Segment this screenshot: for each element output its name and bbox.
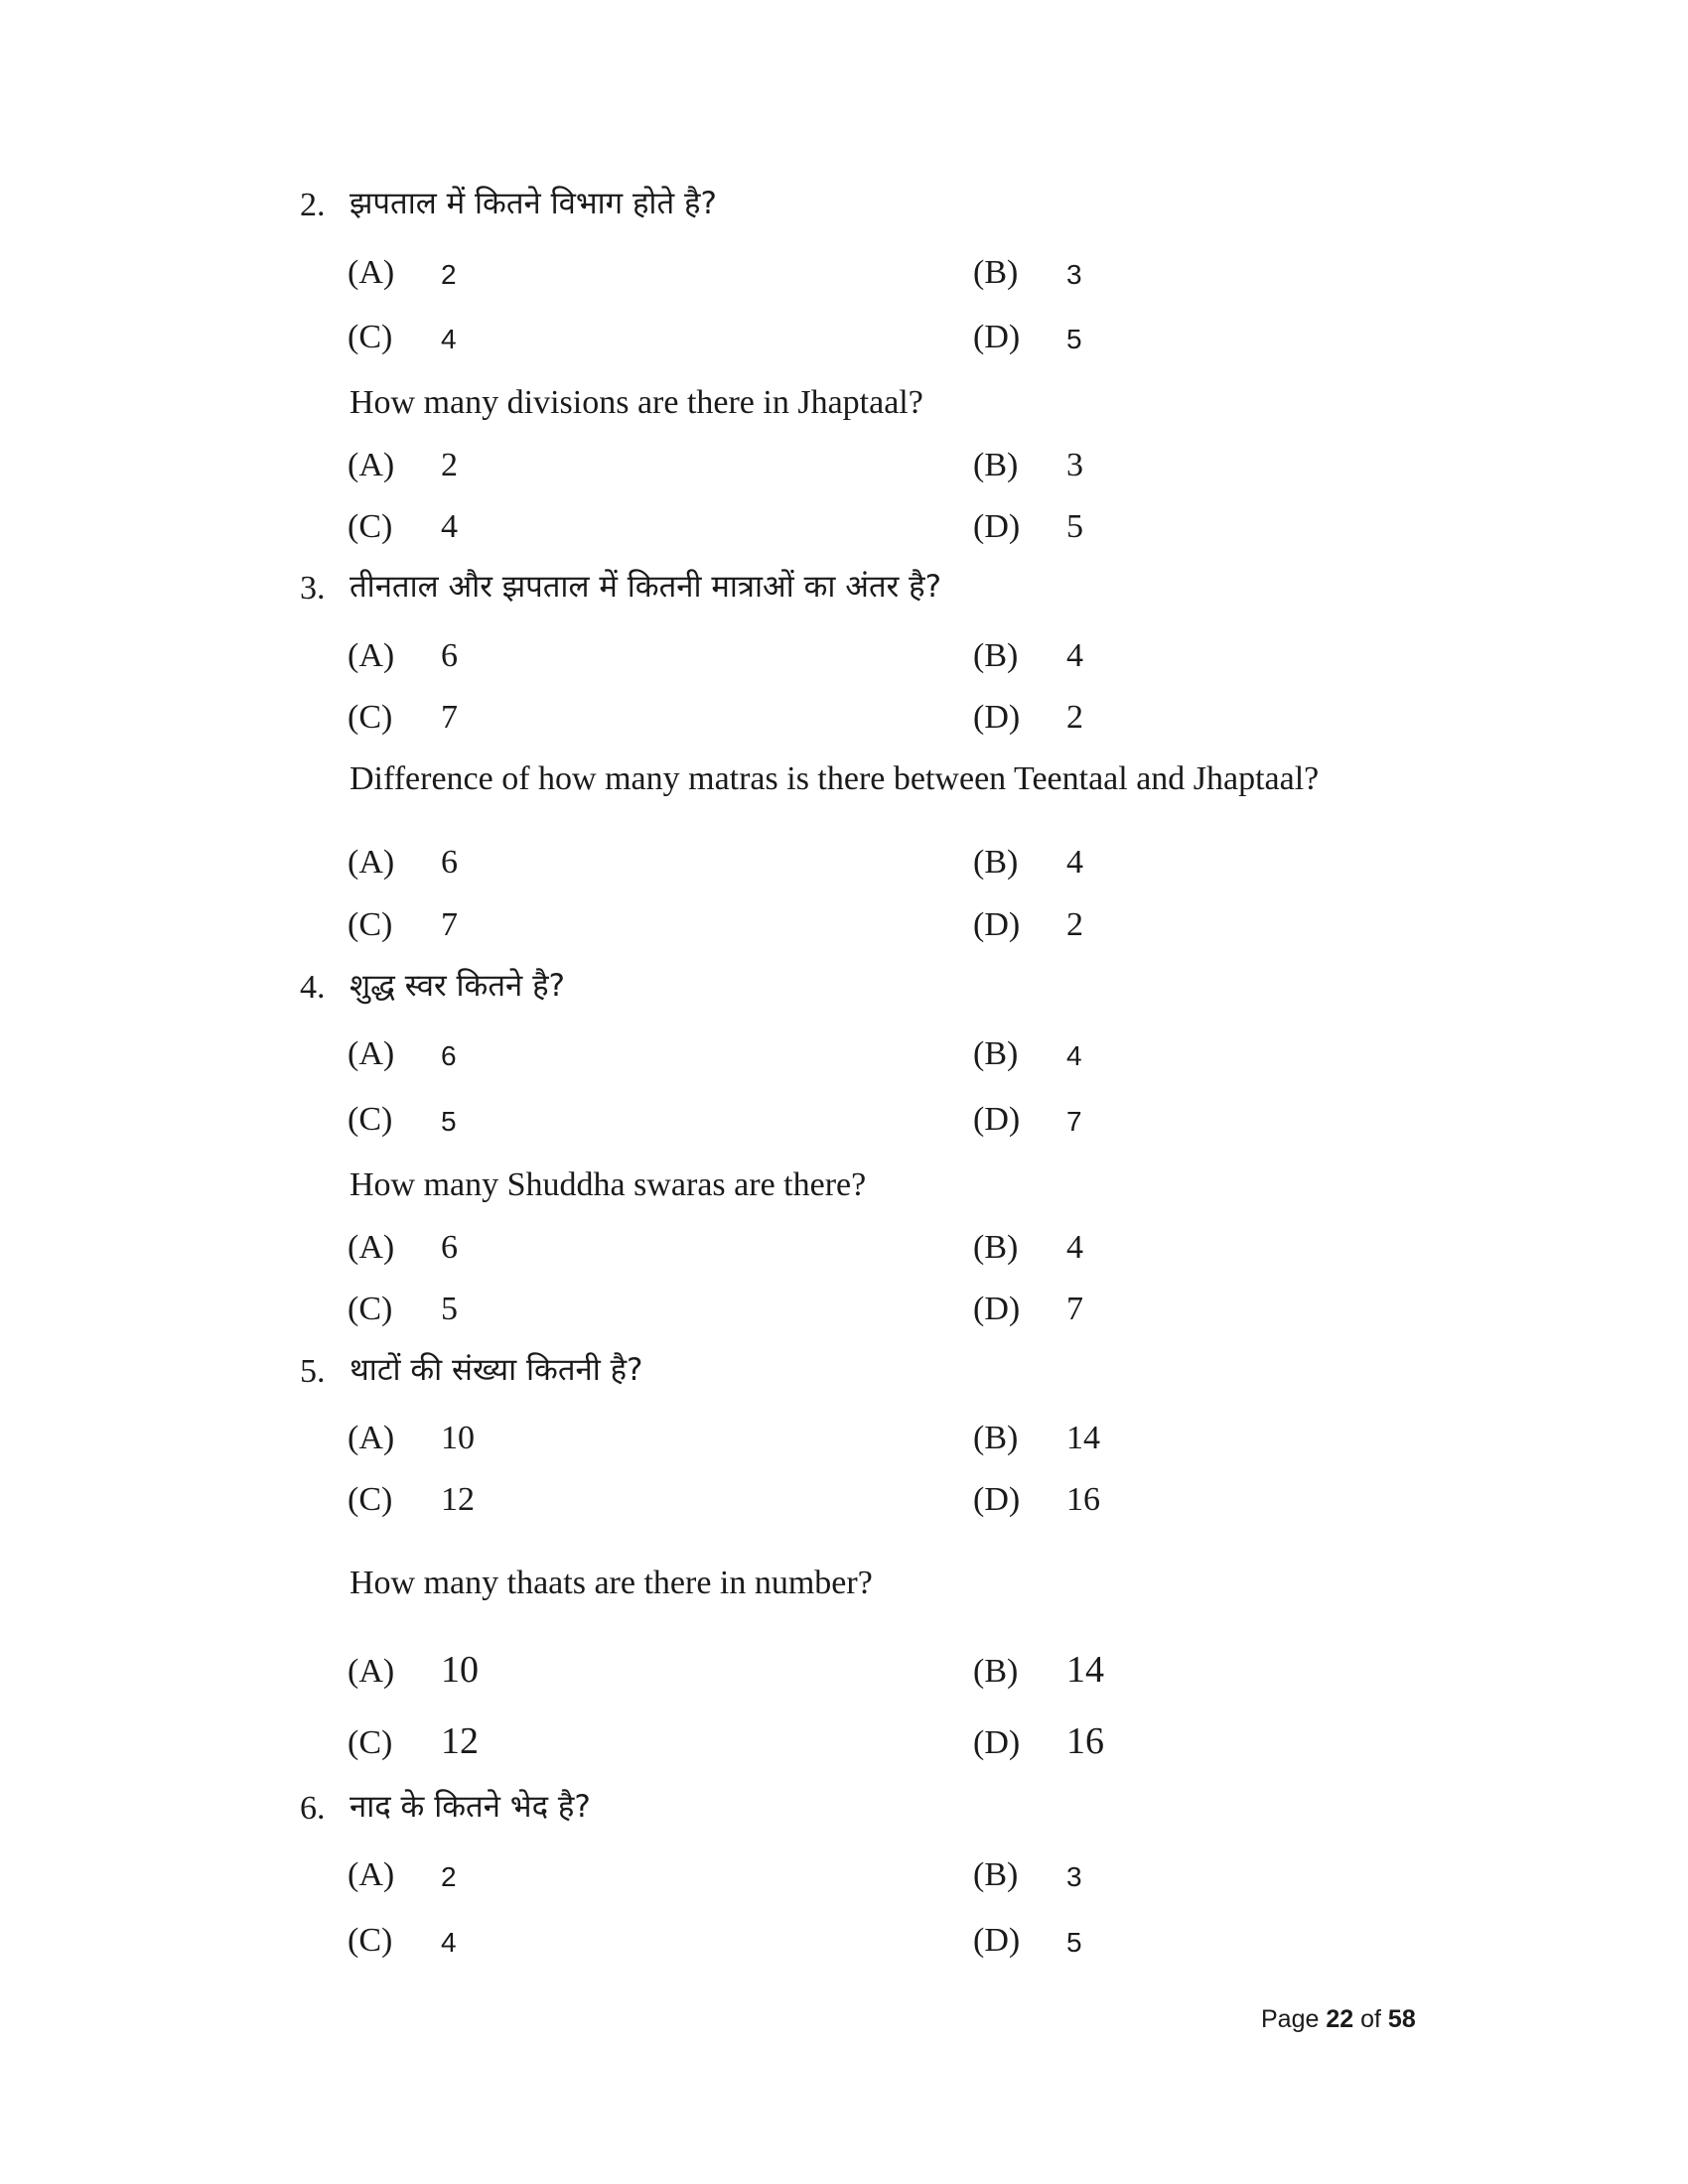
footer-of: of <box>1360 2005 1381 2033</box>
option-a <box>348 447 458 483</box>
option-c <box>348 1481 475 1518</box>
option-b <box>973 1649 1104 1691</box>
option-value: 12 <box>441 1720 479 1762</box>
option-c <box>348 1922 457 1959</box>
question-text-hindi: झपताल में कितने विभाग होते है? <box>350 186 717 221</box>
option-value: 12 <box>441 1481 475 1518</box>
option-value: 4 <box>1066 844 1083 881</box>
option-value: 2 <box>441 1861 457 1892</box>
option-value: 2 <box>441 447 458 483</box>
option-value: 7 <box>1066 1291 1083 1327</box>
option-label: (A) <box>348 447 395 483</box>
option-value: 6 <box>441 1040 457 1071</box>
option-d <box>973 1101 1082 1138</box>
option-value: 5 <box>441 1291 458 1327</box>
option-label: (A) <box>348 1229 395 1266</box>
option-b <box>973 1856 1082 1893</box>
option-label: (A) <box>348 1035 395 1072</box>
option-label: (A) <box>348 1420 395 1456</box>
option-label: (C) <box>348 1101 393 1138</box>
option-value: 3 <box>1066 259 1082 290</box>
option-label: (C) <box>348 508 393 545</box>
option-c <box>348 699 458 736</box>
option-value: 14 <box>1066 1649 1104 1691</box>
option-label: (B) <box>973 844 1019 881</box>
option-label: (D) <box>973 906 1021 943</box>
option-a <box>348 1856 457 1893</box>
option-value: 4 <box>441 1927 457 1958</box>
question-number: 2. <box>300 187 326 223</box>
option-label: (B) <box>973 1653 1019 1690</box>
option-d <box>973 1922 1082 1959</box>
option-value: 2 <box>1066 699 1083 736</box>
option-label: (B) <box>973 254 1019 291</box>
option-label: (A) <box>348 844 395 881</box>
question-number: 5. <box>300 1353 326 1390</box>
question-text-hindi: तीनताल और झपताल में कितनी मात्राओं का अंतर है? <box>350 569 942 605</box>
question-text-english: How many thaats are there in number? <box>350 1565 873 1601</box>
option-label: (B) <box>973 447 1019 483</box>
option-value: 4 <box>1066 1040 1082 1071</box>
option-value: 5 <box>1066 324 1082 354</box>
option-d <box>973 699 1083 736</box>
option-label: (A) <box>348 637 395 674</box>
option-value: 14 <box>1066 1420 1100 1456</box>
option-d <box>973 319 1082 355</box>
option-label: (C) <box>348 319 393 355</box>
option-value: 3 <box>1066 1861 1082 1892</box>
option-label: (A) <box>348 1856 395 1893</box>
option-value: 10 <box>441 1420 475 1456</box>
option-value: 6 <box>441 844 458 881</box>
option-label: (B) <box>973 637 1019 674</box>
option-value: 7 <box>441 906 458 943</box>
footer-page-prefix: Page <box>1261 2005 1320 2033</box>
option-a <box>348 254 457 291</box>
option-b <box>973 1229 1083 1266</box>
question-text-english: How many divisions are there in Jhaptaal? <box>350 384 923 421</box>
option-c <box>348 1291 458 1327</box>
option-value: 16 <box>1066 1720 1104 1762</box>
option-value: 4 <box>441 508 458 545</box>
option-label: (B) <box>973 1229 1019 1266</box>
option-value: 3 <box>1066 447 1083 483</box>
question-number: 6. <box>300 1790 326 1827</box>
question-text-hindi: थाटों की संख्या कितनी है? <box>350 1352 643 1388</box>
option-label: (A) <box>348 1653 395 1690</box>
option-label: (C) <box>348 699 393 736</box>
option-value: 16 <box>1066 1481 1100 1518</box>
option-value: 4 <box>1066 1229 1083 1266</box>
option-label: (A) <box>348 254 395 291</box>
option-label: (B) <box>973 1420 1019 1456</box>
option-value: 6 <box>441 1229 458 1266</box>
option-value: 7 <box>441 699 458 736</box>
option-value: 7 <box>1066 1106 1082 1137</box>
question-number: 3. <box>300 570 326 607</box>
question-text-hindi: शुद्ध स्वर कितने है? <box>350 968 566 1004</box>
option-label: (B) <box>973 1856 1019 1893</box>
option-value: 4 <box>1066 637 1083 674</box>
option-d <box>973 1481 1100 1518</box>
footer-total-pages: 58 <box>1387 2005 1416 2033</box>
option-label: (D) <box>973 1101 1021 1138</box>
option-c <box>348 508 458 545</box>
option-value: 5 <box>441 1106 457 1137</box>
option-label: (D) <box>973 1481 1021 1518</box>
option-label: (C) <box>348 1291 393 1327</box>
option-value: 5 <box>1066 508 1083 545</box>
option-d <box>973 906 1083 943</box>
option-label: (D) <box>973 1724 1021 1761</box>
option-label: (D) <box>973 1922 1021 1959</box>
option-label: (C) <box>348 1922 393 1959</box>
question-text-hindi: नाद के कितने भेद है? <box>350 1789 591 1825</box>
option-a <box>348 1035 457 1072</box>
option-a <box>348 844 458 881</box>
option-b <box>973 254 1082 291</box>
option-a <box>348 1229 458 1266</box>
option-label: (D) <box>973 699 1021 736</box>
option-b <box>973 1420 1100 1456</box>
option-b <box>973 447 1083 483</box>
footer-current-page: 22 <box>1326 2005 1354 2033</box>
question-text-english: Difference of how many matras is there between Teentaal and Jhaptaal? <box>350 760 1320 797</box>
option-c <box>348 1101 457 1138</box>
option-a <box>348 1420 475 1456</box>
option-value: 6 <box>441 637 458 674</box>
option-d <box>973 508 1083 545</box>
option-label: (D) <box>973 1291 1021 1327</box>
option-b <box>973 844 1083 881</box>
option-a <box>348 1649 479 1691</box>
option-label: (C) <box>348 906 393 943</box>
option-b <box>973 637 1083 674</box>
question-number: 4. <box>300 969 326 1006</box>
option-label: (C) <box>348 1724 393 1761</box>
page-footer <box>1261 2005 1416 2034</box>
option-c <box>348 1720 479 1762</box>
option-c <box>348 319 457 355</box>
option-label: (D) <box>973 319 1021 355</box>
option-c <box>348 906 458 943</box>
option-d <box>973 1291 1083 1327</box>
option-label: (D) <box>973 508 1021 545</box>
option-value: 5 <box>1066 1927 1082 1958</box>
option-d <box>973 1720 1104 1762</box>
option-label: (C) <box>348 1481 393 1518</box>
option-a <box>348 637 458 674</box>
option-b <box>973 1035 1082 1072</box>
question-text-english: How many Shuddha swaras are there? <box>350 1166 867 1203</box>
option-value: 2 <box>441 259 457 290</box>
option-value: 2 <box>1066 906 1083 943</box>
option-value: 10 <box>441 1649 479 1691</box>
option-value: 4 <box>441 324 457 354</box>
option-label: (B) <box>973 1035 1019 1072</box>
